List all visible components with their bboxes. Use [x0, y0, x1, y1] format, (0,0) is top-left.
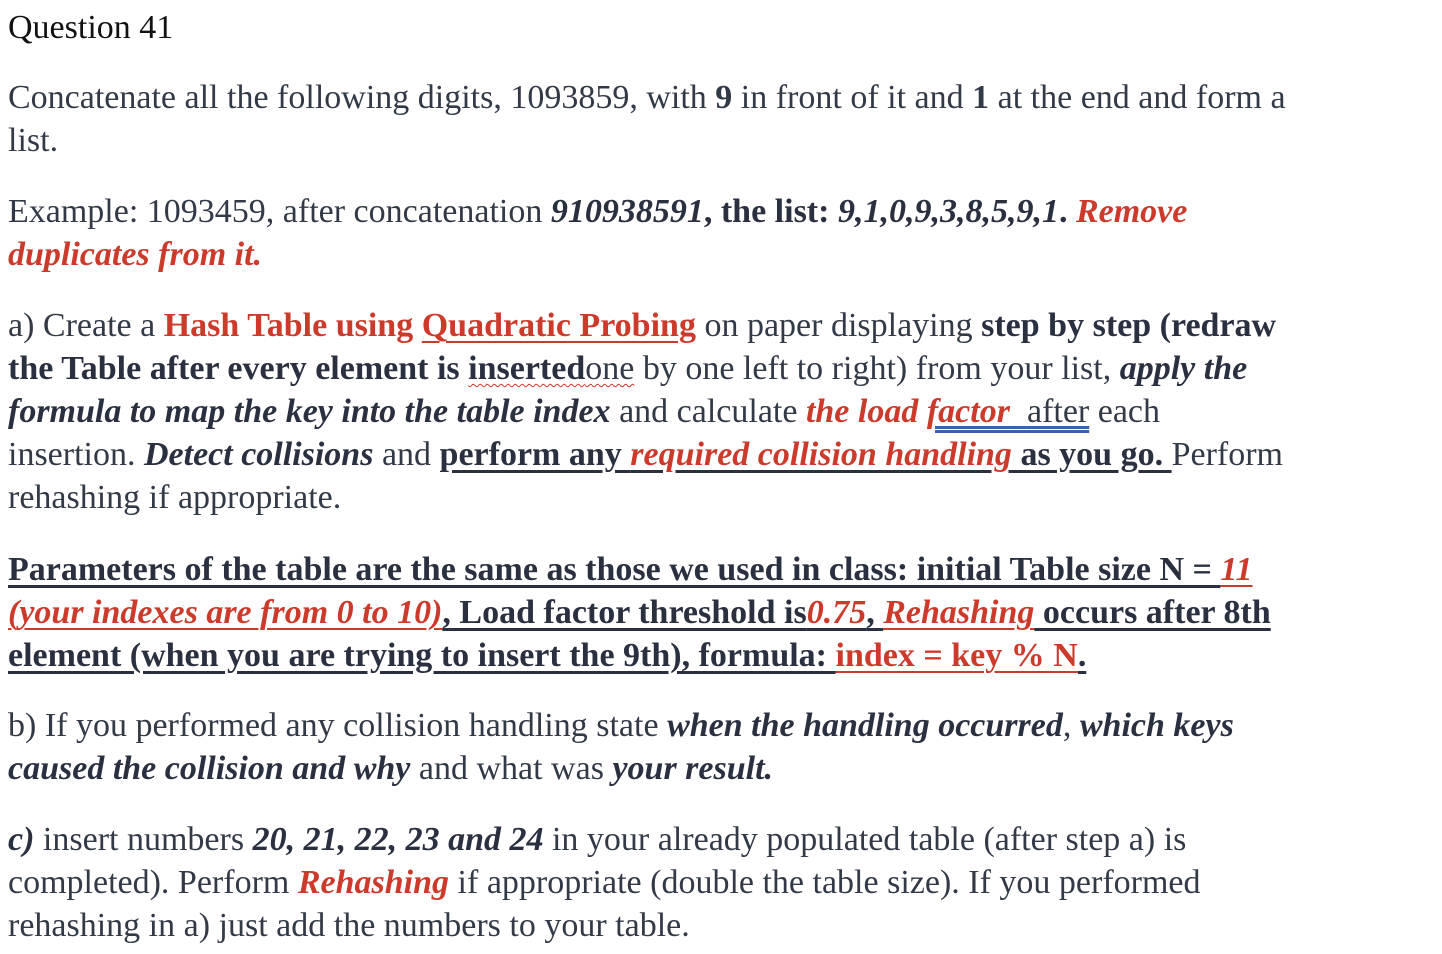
part-b-which-keys: which keys [1079, 707, 1234, 744]
intro-text: Concatenate all the following digits, 1093859, with [8, 79, 716, 116]
params-element: element (when you are trying to insert the 9th), formula: [8, 637, 836, 674]
part-c-label: c) [8, 821, 35, 858]
part-c-text: completed). Perform [8, 864, 298, 901]
part-b-line-1 [8, 704, 1426, 747]
params-period: . [1077, 637, 1087, 674]
part-a-line-4 [8, 433, 1426, 476]
part-a-text: insertion. [8, 436, 144, 473]
intro-digit-end: 1 [972, 79, 990, 116]
part-a-as-you-go: as you go. [1011, 436, 1172, 473]
params-text: Parameters of the table are the same as those we used in class: initial Table size N = [8, 551, 1221, 588]
part-a-redraw: the Table after every element is [8, 350, 469, 387]
part-a-one: one [585, 350, 635, 387]
part-c-text: insert numbers [34, 821, 253, 858]
params-line-1 [8, 548, 1426, 591]
part-a-text: Perform [1171, 436, 1283, 473]
parameters-paragraph [8, 548, 1426, 677]
part-a-perform-any: perform any [439, 436, 631, 473]
part-b-text: b) If you performed any collision handling state [8, 707, 668, 744]
part-b-text: and what was [410, 750, 613, 787]
part-a-factor: factor [926, 393, 1010, 430]
part-a-line-3 [8, 390, 1426, 433]
part-b-result: your result. [612, 750, 774, 787]
example-concatenation: 910938591 [550, 193, 704, 230]
part-a-detect: Detect collisions [143, 436, 374, 473]
example-text: Example: 1093459, after concatenation [8, 193, 551, 230]
part-c-line-1 [8, 818, 1426, 861]
part-a-paragraph [8, 304, 1426, 519]
part-b-when: when the handling occurred [667, 707, 1063, 744]
example-line-1 [8, 190, 1426, 233]
part-a-hash-table: Hash Table using [163, 307, 422, 344]
part-c-rehashing: Rehashing [297, 864, 450, 901]
part-c-line-3: rehashing in a) just add the numbers to your table. [8, 907, 690, 944]
intro-text: in front of it and [732, 79, 973, 116]
part-a-gap [1010, 393, 1027, 430]
part-a-text: and calculate [610, 393, 806, 430]
params-indexes: (your indexes are from 0 to 10) [8, 594, 443, 631]
part-c-paragraph [8, 818, 1426, 947]
params-table-size: 11 [1220, 551, 1253, 588]
params-load-factor: , Load factor threshold is [442, 594, 807, 631]
params-line-3 [8, 634, 1426, 677]
intro-line-1 [8, 76, 1426, 119]
part-a-formula: formula to map the key into the table index [8, 393, 611, 430]
part-c-numbers: 20, 21, 22, 23 and 24 [252, 821, 544, 858]
params-formula: index = key % N [835, 637, 1078, 674]
part-a-text: each [1089, 393, 1161, 430]
part-a-text: on paper displaying [695, 307, 982, 344]
part-a-apply: apply the [1119, 350, 1248, 387]
part-a-line-2 [8, 347, 1426, 390]
intro-line-2: list. [8, 122, 59, 159]
example-list: 9,1,0,9,3,8,5,9,1 [837, 193, 1059, 230]
question-title: Question 41 [8, 9, 174, 46]
example-paragraph [8, 190, 1426, 276]
example-list-label: , the list: [703, 193, 838, 230]
part-b-line-2 [8, 747, 1426, 790]
part-a-line-5: rehashing if appropriate. [8, 479, 342, 516]
part-c-text: in your already populated table (after step a) is [543, 821, 1187, 858]
part-a-step-by-step: step by step (redraw [981, 307, 1277, 344]
params-threshold: 0.75 [806, 594, 867, 631]
part-a-text: a) Create a [8, 307, 164, 344]
part-a-inserted: inserted [468, 350, 586, 387]
part-a-line-1 [8, 304, 1426, 347]
part-a-text: and [373, 436, 440, 473]
example-line-2: duplicates from it. [8, 236, 263, 273]
part-c-line-2 [8, 861, 1426, 904]
intro-paragraph [8, 76, 1426, 162]
part-b-caused: caused the collision and why [8, 750, 411, 787]
example-period: . [1058, 193, 1076, 230]
part-a-after: after [1026, 393, 1090, 430]
params-line-2 [8, 591, 1426, 634]
params-rehashing: Rehashing [883, 594, 1035, 631]
part-c-text: if appropriate (double the table size). If you performed [449, 864, 1201, 901]
part-a-load: the load [805, 393, 927, 430]
part-b-paragraph [8, 704, 1426, 790]
intro-text: at the end and form a [989, 79, 1286, 116]
part-a-quadratic-probing: Quadratic Probing [421, 307, 696, 344]
params-comma: , [866, 594, 884, 631]
part-a-text: by one left to right) from your list, [634, 350, 1120, 387]
part-a-collision-handling: required collision handling [630, 436, 1012, 473]
example-remove: Remove [1075, 193, 1188, 230]
part-b-text: , [1062, 707, 1080, 744]
params-occurs: occurs after 8th [1034, 594, 1271, 631]
intro-digit-front: 9 [715, 79, 733, 116]
